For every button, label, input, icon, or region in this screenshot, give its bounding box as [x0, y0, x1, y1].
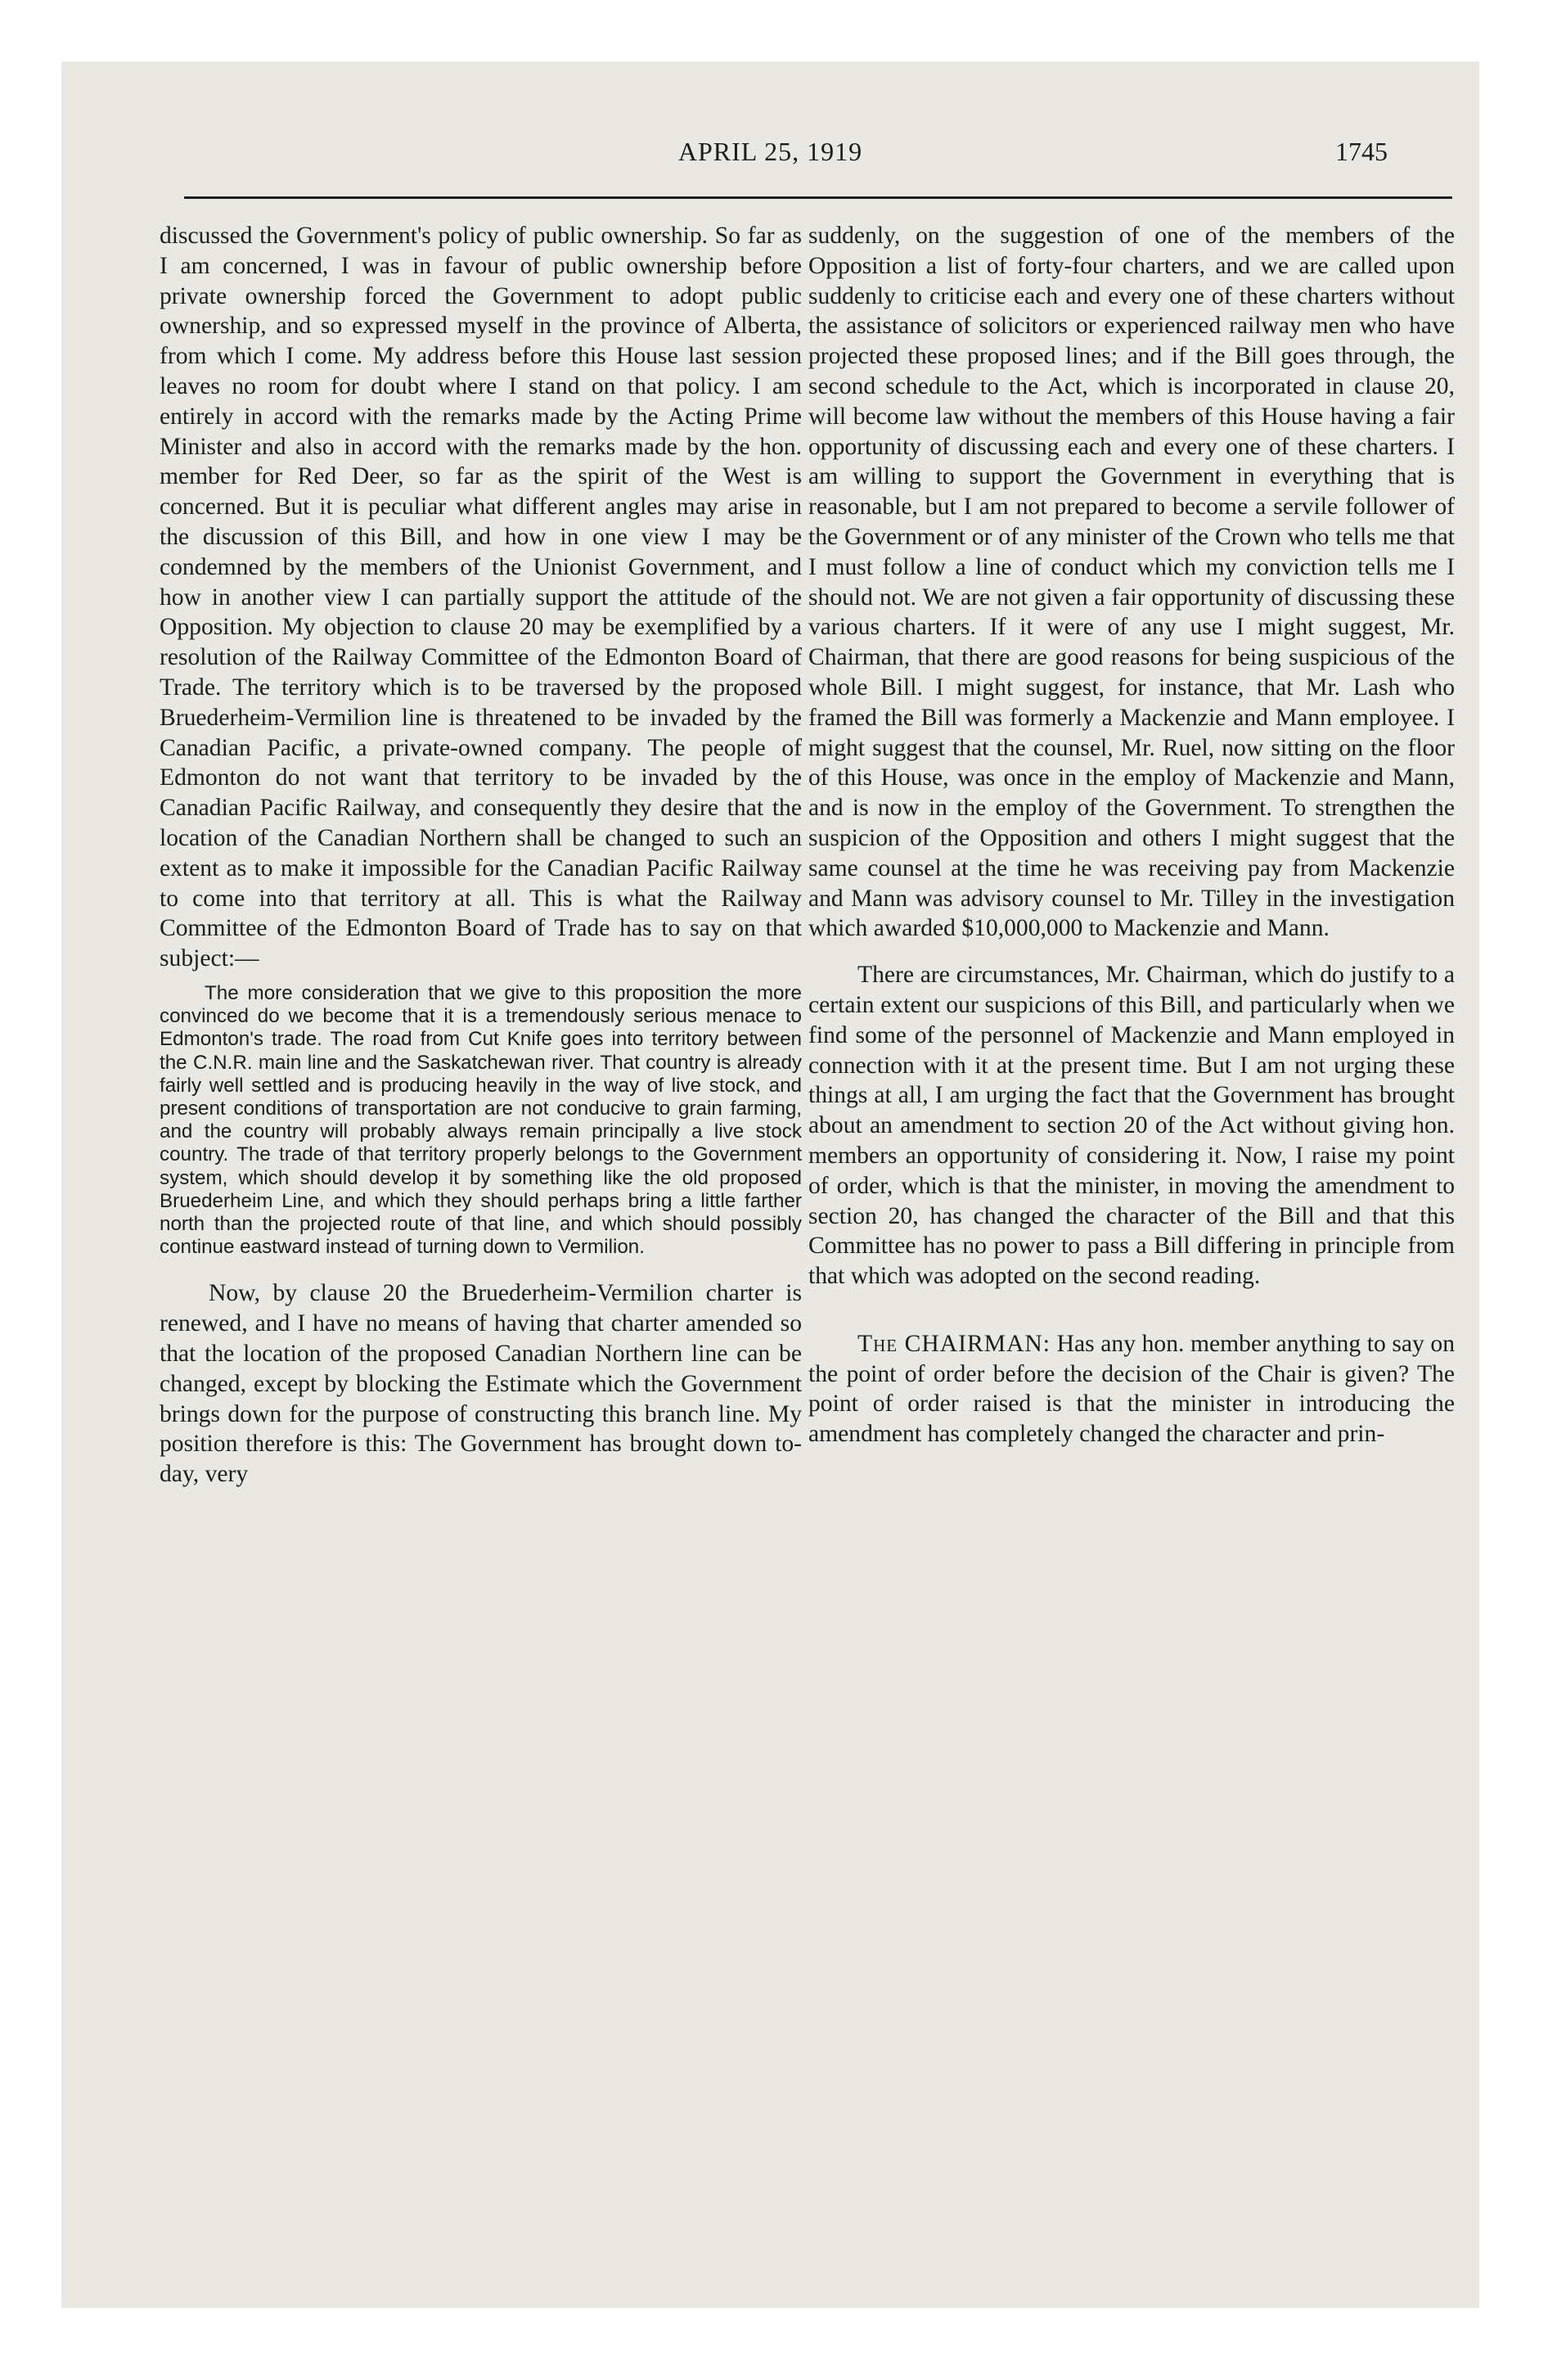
header-rule	[184, 196, 1452, 199]
document-page	[61, 61, 1479, 2308]
paragraph: discussed the Government's policy of public ownership. So far as I am concerned, I was in favour of public ownership before private ownership forced the Government to adopt public ownership, and so expressed myself in the province of Alberta, from which I come. My address before this House last session leaves no room for doubt where I stand on that policy. I am entirely in accord with the remarks made by the Acting Prime Minister and also in accord with the remarks made by the hon. member for Red Deer, so far as the spirit of the West is concerned. But it is peculiar what different angles may arise in the discussion of this Bill, and how in one view I may be condemned by the members of the Unionist Government, and how in another view I can partially support the attitude of the Opposition. My objection to clause 20 may be exemplified by a resolution of the Railway Committee of the Edmonton Board of Trade. The territory which is to be traversed by the proposed Bruederheim-Vermilion line is threatened to be invaded by the Canadian Pacific, a private-owned company. The people of Edmonton do not want that territory to be invaded by the Canadian Pacific Railway, and consequently they desire that the location of the Canadian Northern shall be changed to such an extent as to make it impossible for the Canadian Pacific Railway to come into that territory at all. This is what the Railway Committee of the Edmonton Board of Trade has to say on that subject:—	[160, 223, 802, 972]
speaker-text: Has any hon. member anything to say on the point of order before the decision of the Chair is given? The point of order raised is that the minister in introducing the amendment has completely changed the character and prin-	[808, 1330, 1455, 1448]
right-column	[808, 221, 1455, 1449]
paragraph	[808, 1329, 1455, 1449]
page-date: APRIL 25, 1919	[677, 137, 863, 166]
paragraph: Now, by clause 20 the Bruederheim-Vermilion charter is renewed, and I have no means of having that charter amended so that the location of the proposed Canadian Northern line can be changed, except by blocking the Estimate which the Government brings down for the purpose of constructing this branch line. My position therefore is this: The Government has brought down to-day, very	[160, 1280, 802, 1488]
left-column	[160, 221, 802, 1490]
page-header	[61, 137, 1479, 186]
block-quote: The more consideration that we give to this proposition the more convinced do we become that it is a tremendously serious menace to Edmonton's trade. The road from Cut Knife goes into territory between the C.N.R. main line and the Saskatchewan river. That country is already fairly well settled and is producing heavily in the way of live stock, and present conditions of transportation are not conducive to grain farming, and the country will probably always remain principally a live stock country. The trade of that territory properly belongs to the Government system, which should develop it by something like the old proposed Bruederheim Line, and which they should perhaps bring a little farther north than the projected route of that line, and which should possibly continue eastward instead of turning down to Vermilion.	[160, 981, 802, 1259]
paragraph: suddenly, on the suggestion of one of the members of the Opposition a list of forty-four charters, and we are called upon suddenly to criticise each and every one of these charters without the assistance of solicitors or experienced railway men who have projected these proposed lines; and if the Bill goes through, the second schedule to the Act, which is incorporated in clause 20, will become law without the members of this House having a fair opportunity of discussing each and every one of these charters. I am willing to support the Government in everything that is reasonable, but I am not prepared to become a servile follower of the Government or of any minister of the Crown who tells me that I must follow a line of conduct which my conviction tells me I should not. We are not given a fair opportunity of discussing these various charters. If it were of any use I might suggest, Mr. Chairman, that there are good reasons for being suspicious of the whole Bill. I might suggest, for instance, that Mr. Lash who framed the Bill was formerly a Mackenzie and Mann employee. I might suggest that the counsel, Mr. Ruel, now sitting on the floor of this House, was once in the employ of Mackenzie and Mann, and is now in the employ of the Government. To strengthen the suspicion of the Opposition and others I might suggest that the same counsel at the time he was receiving pay from Mackenzie and Mann was advisory counsel to Mr. Tilley in the investigation which awarded $10,000,000 to Mackenzie and Mann.	[808, 223, 1455, 942]
page-number: 1745	[1335, 137, 1388, 166]
paragraph: There are circumstances, Mr. Chairman, which do justify to a certain extent our suspicions of this Bill, and particularly when we find some of the personnel of Mackenzie and Mann employed in connection with it at the present time. But I am not urging these things at all, I am urging the fact that the Government has brought about an amendment to section 20 of the Act without giving hon. members an opportunity of considering it. Now, I raise my point of order, which is that the minister, in moving the amendment to section 20, has changed the character of the Bill and that this Committee has no power to pass a Bill differing in principle from that which was adopted on the second reading.	[808, 962, 1455, 1290]
speaker-name: The CHAIRMAN:	[857, 1330, 1051, 1357]
